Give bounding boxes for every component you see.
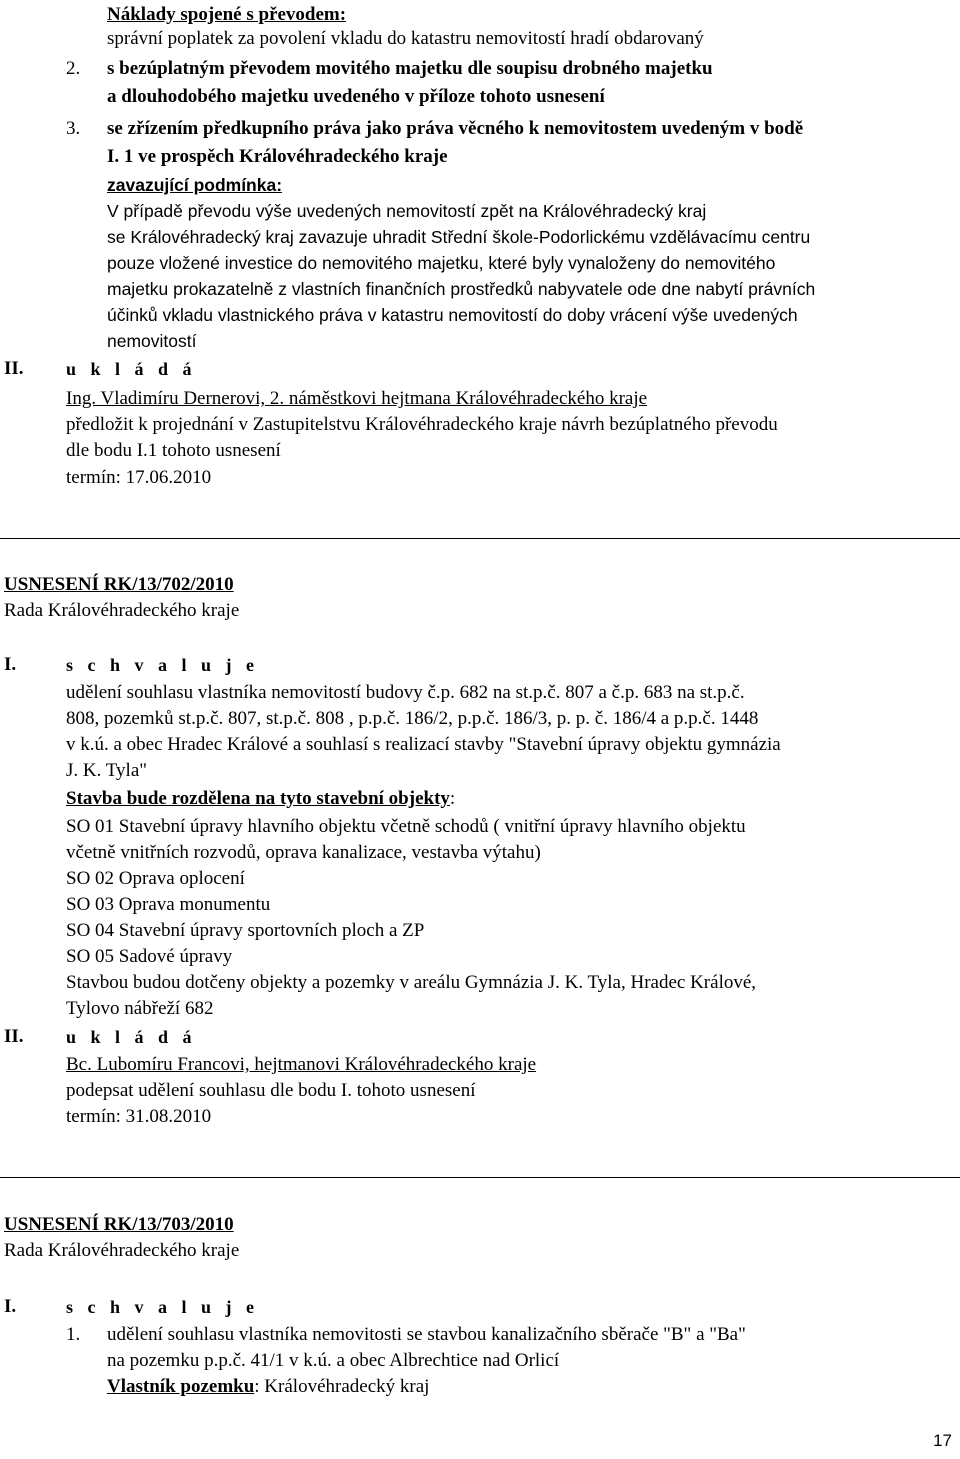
owner-value: : Královéhradecký kraj — [254, 1376, 430, 1397]
item-text: se zřízením předkupního práva jako práva věcného k nemovitostem uvedeným v bodě — [107, 118, 804, 139]
owner-label: Vlastník pozemku — [107, 1376, 255, 1397]
object-item: SO 05 Sadové úpravy — [66, 946, 233, 967]
section-number: II. — [4, 358, 24, 379]
section-divider — [0, 1177, 960, 1178]
deadline: termín: 17.06.2010 — [66, 467, 212, 488]
condition-heading: zavazující podmínka: — [107, 175, 283, 195]
costs-text: správní poplatek za povolení vkladu do katastru nemovitostí hradí obdarovaný — [107, 28, 704, 49]
condition-line: nemovitostí — [107, 331, 197, 351]
deadline: termín: 31.08.2010 — [66, 1106, 212, 1127]
object-item: SO 02 Oprava oplocení — [66, 868, 245, 889]
section-number: I. — [4, 654, 17, 675]
section-verb: s c h v a l u j e — [66, 655, 259, 675]
resolution-body: Rada Královéhradeckého kraje — [4, 1240, 240, 1261]
condition-line: majetku prokazatelně z vlastních finančních prostředků nabyvatele ode dne nabytí právních — [107, 279, 816, 299]
resolution-title: USNESENÍ RK/13/702/2010 — [4, 574, 234, 595]
approval-text: udělení souhlasu vlastníka nemovitostí budovy č.p. 682 na st.p.č. 807 a č.p. 683 na st.p.č. — [66, 682, 745, 703]
owner-line — [107, 1374, 429, 1400]
section-verb: u k l á d á — [66, 359, 197, 379]
section-divider — [0, 538, 960, 539]
objects-heading-line — [66, 786, 455, 812]
costs-heading: Náklady spojené s převodem: — [107, 4, 347, 25]
item-text: I. 1 ve prospěch Královéhradeckého kraje — [107, 146, 448, 167]
task-text: dle bodu I.1 tohoto usnesení — [66, 440, 281, 461]
object-item: včetně vnitřních rozvodů, oprava kanalizace, vestavba výtahu) — [66, 842, 541, 863]
object-item: Tylovo nábřeží 682 — [66, 998, 214, 1019]
resolution-body: Rada Královéhradeckého kraje — [4, 600, 240, 621]
resolution-title: USNESENÍ RK/13/703/2010 — [4, 1214, 234, 1235]
item-number: 3. — [66, 118, 81, 139]
approval-text: 808, pozemků st.p.č. 807, st.p.č. 808 , p.p.č. 186/2, p.p.č. 186/3, p. p. č. 186/4 a p.p.č. 1448 — [66, 708, 759, 729]
condition-line: účinků vkladu vlastnického práva v katastru nemovitostí do doby vrácení výše uvedených — [107, 305, 798, 325]
responsible-person: Ing. Vladimíru Dernerovi, 2. náměstkovi hejtmana Královéhradeckého kraje — [66, 388, 648, 409]
condition-line: pouze vložené investice do nemovitého majetku, které byly vynaloženy do nemovitého — [107, 253, 776, 273]
object-item: SO 03 Oprava monumentu — [66, 894, 271, 915]
approval-text: na pozemku p.p.č. 41/1 v k.ú. a obec Albrechtice nad Orlicí — [107, 1350, 560, 1371]
section-number: II. — [4, 1026, 24, 1047]
item-number: 1. — [66, 1324, 81, 1345]
objects-heading: Stavba bude rozdělena na tyto stavební objekty — [66, 788, 450, 809]
condition-line: se Královéhradecký kraj zavazuje uhradit Střední škole-Podorlickému vzdělávacímu centru — [107, 227, 811, 247]
approval-text: J. K. Tyla" — [66, 760, 148, 781]
responsible-person: Bc. Lubomíru Francovi, hejtmanovi Královéhradeckého kraje — [66, 1054, 537, 1075]
approval-text: v k.ú. a obec Hradec Králové a souhlasí s realizací stavby "Stavební úpravy objektu gymnázia — [66, 734, 781, 755]
approval-text: udělení souhlasu vlastníka nemovitosti se stavbou kanalizačního sběrače "B" a "Ba" — [107, 1324, 746, 1345]
object-item: SO 04 Stavební úpravy sportovních ploch a ZP — [66, 920, 425, 941]
page-number: 17 — [933, 1431, 952, 1450]
section-verb: u k l á d á — [66, 1027, 197, 1047]
object-item: Stavbou budou dotčeny objekty a pozemky v areálu Gymnázia J. K. Tyla, Hradec Králové, — [66, 972, 757, 993]
section-number: I. — [4, 1296, 17, 1317]
item-text: s bezúplatným převodem movitého majetku dle soupisu drobného majetku — [107, 58, 713, 79]
task-text: předložit k projednání v Zastupitelstvu Královéhradeckého kraje návrh bezúplatného převodu — [66, 414, 778, 435]
condition-line: V případě převodu výše uvedených nemovitostí zpět na Královéhradecký kraj — [107, 201, 707, 221]
object-item: SO 01 Stavební úpravy hlavního objektu včetně schodů ( vnitřní úpravy hlavního objektu — [66, 816, 746, 837]
item-number: 2. — [66, 58, 81, 79]
section-verb: s c h v a l u j e — [66, 1297, 259, 1317]
objects-colon: : — [449, 788, 456, 809]
task-text: podepsat udělení souhlasu dle bodu I. tohoto usnesení — [66, 1080, 476, 1101]
item-text: a dlouhodobého majetku uvedeného v příloze tohoto usnesení — [107, 86, 605, 107]
